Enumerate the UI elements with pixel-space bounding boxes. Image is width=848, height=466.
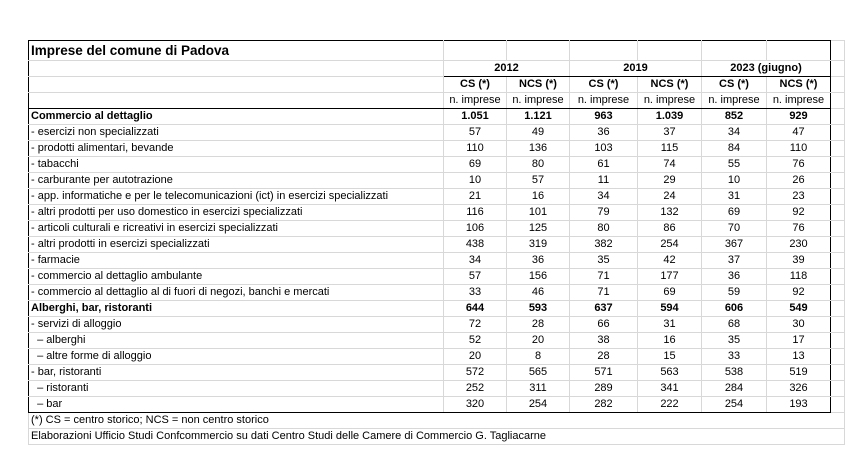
row-label: - tabacchi bbox=[29, 157, 444, 173]
cell-value: 80 bbox=[570, 221, 638, 237]
cell-value: 382 bbox=[570, 237, 638, 253]
cell-value: 320 bbox=[444, 397, 507, 413]
cell-value: 16 bbox=[507, 189, 570, 205]
cell-value: 20 bbox=[444, 349, 507, 365]
cell-value: 10 bbox=[444, 173, 507, 189]
cell-value: 36 bbox=[507, 253, 570, 269]
cell-value: 282 bbox=[570, 397, 638, 413]
cell-value: 606 bbox=[702, 301, 767, 317]
table-row bbox=[29, 269, 845, 285]
table-row bbox=[29, 237, 845, 253]
cell-value: 254 bbox=[638, 237, 702, 253]
column-header: NCS (*) bbox=[638, 77, 702, 93]
cell-value: 15 bbox=[638, 349, 702, 365]
cell-value: 118 bbox=[767, 269, 831, 285]
unit-label: n. imprese bbox=[638, 93, 702, 109]
table-row bbox=[29, 253, 845, 269]
cell-value: 116 bbox=[444, 205, 507, 221]
column-header: CS (*) bbox=[570, 77, 638, 93]
row-label: Alberghi, bar, ristoranti bbox=[29, 301, 444, 317]
source-note: Elaborazioni Ufficio Studi Confcommercio su dati Centro Studi delle Camere di Commercio G. Tagliacarne bbox=[29, 429, 845, 445]
cell-value: 326 bbox=[767, 381, 831, 397]
cell-value: 571 bbox=[570, 365, 638, 381]
cell-value: 70 bbox=[702, 221, 767, 237]
unit-label: n. imprese bbox=[444, 93, 507, 109]
unit-label: n. imprese bbox=[702, 93, 767, 109]
table-row bbox=[29, 173, 845, 189]
table-row bbox=[29, 397, 845, 413]
row-label: - bar, ristoranti bbox=[29, 365, 444, 381]
row-label: - altri prodotti in esercizi specializzati bbox=[29, 237, 444, 253]
cell-value: 254 bbox=[702, 397, 767, 413]
cell-value: 59 bbox=[702, 285, 767, 301]
cell-value: 57 bbox=[444, 269, 507, 285]
cell-value: 20 bbox=[507, 333, 570, 349]
cell-value: 101 bbox=[507, 205, 570, 221]
cell-value: 52 bbox=[444, 333, 507, 349]
cell-value: 61 bbox=[570, 157, 638, 173]
table-row bbox=[29, 301, 845, 317]
cell-value: 71 bbox=[570, 285, 638, 301]
cell-value: 341 bbox=[638, 381, 702, 397]
cell-value: 549 bbox=[767, 301, 831, 317]
cell-value: 71 bbox=[570, 269, 638, 285]
row-label: – alberghi bbox=[29, 333, 444, 349]
cell-value: 92 bbox=[767, 285, 831, 301]
cell-value: 929 bbox=[767, 109, 831, 125]
cell-value: 284 bbox=[702, 381, 767, 397]
cell-value: 57 bbox=[444, 125, 507, 141]
cell-value: 37 bbox=[702, 253, 767, 269]
cell-value: 132 bbox=[638, 205, 702, 221]
cell-value: 254 bbox=[507, 397, 570, 413]
cell-value: 69 bbox=[702, 205, 767, 221]
cell-value: 34 bbox=[444, 253, 507, 269]
cell-value: 637 bbox=[570, 301, 638, 317]
title-row bbox=[29, 41, 845, 61]
row-label: – bar bbox=[29, 397, 444, 413]
row-label: - servizi di alloggio bbox=[29, 317, 444, 333]
table-row bbox=[29, 157, 845, 173]
row-label: - app. informatiche e per le telecomunicazioni (ict) in esercizi specializzati bbox=[29, 189, 444, 205]
table-row bbox=[29, 349, 845, 365]
cell-value: 17 bbox=[767, 333, 831, 349]
cell-value: 438 bbox=[444, 237, 507, 253]
cell-value: 92 bbox=[767, 205, 831, 221]
cell-value: 42 bbox=[638, 253, 702, 269]
cell-value: 29 bbox=[638, 173, 702, 189]
column-header: NCS (*) bbox=[507, 77, 570, 93]
table-row bbox=[29, 141, 845, 157]
table-row bbox=[29, 317, 845, 333]
table-row bbox=[29, 333, 845, 349]
cell-value: 136 bbox=[507, 141, 570, 157]
period-header-row bbox=[29, 61, 845, 77]
cell-value: 538 bbox=[702, 365, 767, 381]
row-label: Commercio al dettaglio bbox=[29, 109, 444, 125]
cell-value: 86 bbox=[638, 221, 702, 237]
row-label: - esercizi non specializzati bbox=[29, 125, 444, 141]
source-note-row bbox=[29, 429, 845, 445]
unit-label: n. imprese bbox=[767, 93, 831, 109]
cell-value: 115 bbox=[638, 141, 702, 157]
column-header: CS (*) bbox=[444, 77, 507, 93]
cell-value: 49 bbox=[507, 125, 570, 141]
cell-value: 38 bbox=[570, 333, 638, 349]
table-row bbox=[29, 285, 845, 301]
cell-value: 230 bbox=[767, 237, 831, 253]
cell-value: 103 bbox=[570, 141, 638, 157]
cell-value: 69 bbox=[444, 157, 507, 173]
cell-value: 1.051 bbox=[444, 109, 507, 125]
cell-value: 594 bbox=[638, 301, 702, 317]
cell-value: 289 bbox=[570, 381, 638, 397]
period-header: 2019 bbox=[570, 61, 702, 77]
cell-value: 13 bbox=[767, 349, 831, 365]
row-label: - carburante per autotrazione bbox=[29, 173, 444, 189]
cell-value: 125 bbox=[507, 221, 570, 237]
table-row bbox=[29, 221, 845, 237]
cell-value: 33 bbox=[444, 285, 507, 301]
cell-value: 1.039 bbox=[638, 109, 702, 125]
cell-value: 72 bbox=[444, 317, 507, 333]
footnote: (*) CS = centro storico; NCS = non centro storico bbox=[29, 413, 845, 429]
table-row bbox=[29, 381, 845, 397]
cell-value: 852 bbox=[702, 109, 767, 125]
unit-row bbox=[29, 93, 845, 109]
row-label: - commercio al dettaglio al di fuori di negozi, banchi e mercati bbox=[29, 285, 444, 301]
unit-label: n. imprese bbox=[507, 93, 570, 109]
table-row bbox=[29, 205, 845, 221]
table-row bbox=[29, 365, 845, 381]
cell-value: 11 bbox=[570, 173, 638, 189]
cell-value: 76 bbox=[767, 157, 831, 173]
cell-value: 193 bbox=[767, 397, 831, 413]
cell-value: 565 bbox=[507, 365, 570, 381]
cell-value: 21 bbox=[444, 189, 507, 205]
cell-value: 563 bbox=[638, 365, 702, 381]
cell-value: 69 bbox=[638, 285, 702, 301]
table-row bbox=[29, 125, 845, 141]
cell-value: 46 bbox=[507, 285, 570, 301]
cell-value: 36 bbox=[570, 125, 638, 141]
data-table bbox=[28, 40, 845, 445]
cell-value: 10 bbox=[702, 173, 767, 189]
cell-value: 36 bbox=[702, 269, 767, 285]
cell-value: 110 bbox=[444, 141, 507, 157]
cell-value: 68 bbox=[702, 317, 767, 333]
cell-value: 28 bbox=[570, 349, 638, 365]
cell-value: 110 bbox=[767, 141, 831, 157]
cell-value: 23 bbox=[767, 189, 831, 205]
table-row bbox=[29, 109, 845, 125]
row-label: – ristoranti bbox=[29, 381, 444, 397]
cell-value: 37 bbox=[638, 125, 702, 141]
cell-value: 963 bbox=[570, 109, 638, 125]
cell-value: 55 bbox=[702, 157, 767, 173]
cell-value: 519 bbox=[767, 365, 831, 381]
cell-value: 28 bbox=[507, 317, 570, 333]
cell-value: 1.121 bbox=[507, 109, 570, 125]
cell-value: 79 bbox=[570, 205, 638, 221]
cell-value: 31 bbox=[702, 189, 767, 205]
column-header: NCS (*) bbox=[767, 77, 831, 93]
cell-value: 24 bbox=[638, 189, 702, 205]
cell-value: 572 bbox=[444, 365, 507, 381]
cell-value: 177 bbox=[638, 269, 702, 285]
cell-value: 74 bbox=[638, 157, 702, 173]
cell-value: 84 bbox=[702, 141, 767, 157]
cell-value: 31 bbox=[638, 317, 702, 333]
row-label: - prodotti alimentari, bevande bbox=[29, 141, 444, 157]
cell-value: 39 bbox=[767, 253, 831, 269]
cell-value: 367 bbox=[702, 237, 767, 253]
table-title: Imprese del comune di Padova bbox=[29, 41, 444, 61]
cell-value: 26 bbox=[767, 173, 831, 189]
unit-label: n. imprese bbox=[570, 93, 638, 109]
column-header-row bbox=[29, 77, 845, 93]
table-row bbox=[29, 189, 845, 205]
cell-value: 8 bbox=[507, 349, 570, 365]
period-header: 2012 bbox=[444, 61, 570, 77]
cell-value: 80 bbox=[507, 157, 570, 173]
cell-value: 33 bbox=[702, 349, 767, 365]
cell-value: 34 bbox=[702, 125, 767, 141]
footnote-row bbox=[29, 413, 845, 429]
row-label: – altre forme di alloggio bbox=[29, 349, 444, 365]
cell-value: 47 bbox=[767, 125, 831, 141]
row-label: - articoli culturali e ricreativi in esercizi specializzati bbox=[29, 221, 444, 237]
cell-value: 106 bbox=[444, 221, 507, 237]
cell-value: 76 bbox=[767, 221, 831, 237]
column-header: CS (*) bbox=[702, 77, 767, 93]
cell-value: 319 bbox=[507, 237, 570, 253]
row-label: - farmacie bbox=[29, 253, 444, 269]
cell-value: 35 bbox=[570, 253, 638, 269]
cell-value: 57 bbox=[507, 173, 570, 189]
cell-value: 35 bbox=[702, 333, 767, 349]
cell-value: 644 bbox=[444, 301, 507, 317]
cell-value: 311 bbox=[507, 381, 570, 397]
cell-value: 30 bbox=[767, 317, 831, 333]
cell-value: 222 bbox=[638, 397, 702, 413]
cell-value: 252 bbox=[444, 381, 507, 397]
row-label: - altri prodotti per uso domestico in esercizi specializzati bbox=[29, 205, 444, 221]
period-header: 2023 (giugno) bbox=[702, 61, 831, 77]
cell-value: 156 bbox=[507, 269, 570, 285]
cell-value: 66 bbox=[570, 317, 638, 333]
cell-value: 34 bbox=[570, 189, 638, 205]
cell-value: 593 bbox=[507, 301, 570, 317]
cell-value: 16 bbox=[638, 333, 702, 349]
row-label: - commercio al dettaglio ambulante bbox=[29, 269, 444, 285]
